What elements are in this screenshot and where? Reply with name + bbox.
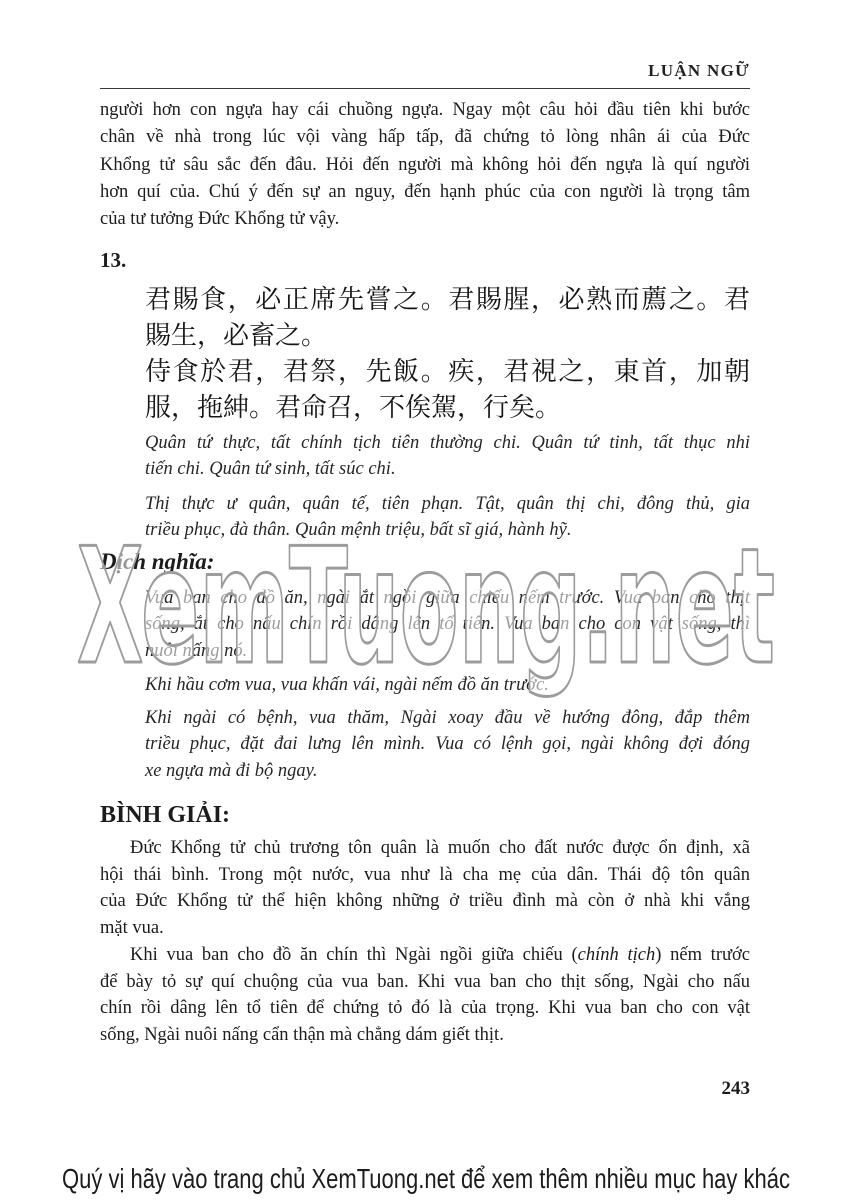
running-header-title: LUẬN NGỮ [648, 61, 750, 80]
page-number: 243 [721, 1078, 750, 1099]
text-line: chân về nhà trong lúc vội vàng hấp tấp, đã chứng tỏ lòng nhân ái của Đức [100, 127, 750, 148]
translation-line: Khi hầu cơm vua, vua khấn vái, ngài nếm đồ ăn trước. [145, 675, 549, 695]
commentary-line [100, 942, 750, 969]
commentary-line: của Đức Khổng tử thể hiện không những ở triều đình mà còn ở nhà khi vắng [100, 891, 750, 912]
translation-line: Vua ban cho đồ ăn, ngài ắt ngồi giữa chiếu nếm trước. Vua ban cho thịt [145, 588, 750, 608]
text-line: của tư tưởng Đức Khổng tử vậy. [100, 209, 340, 230]
text-line: Khổng tử sâu sắc đến đâu. Hỏi đến người mà không hỏi đến ngựa là quí người [100, 154, 750, 175]
commentary-line: mặt vua. [100, 918, 164, 939]
text-line: hơn quí của. Chú ý đến sự an nguy, đến hạnh phúc của con người là trọng tâm [100, 181, 750, 202]
commentary-line: hội thái bình. Trong một nước, vua như là cha mẹ của dân. Thái độ tôn quân [100, 864, 750, 885]
commentary-line: chín rồi dâng lên tổ tiên để chứng tỏ đó là của trọng. Khi vua ban cho con vật [100, 998, 750, 1019]
commentary-text: ) nếm trước [655, 945, 751, 965]
commentary-line: sống, Ngài nuôi nấng cẩn thận mà chẳng dám giết thịt. [100, 1025, 504, 1046]
transliteration-line: tiến chi. Quân tứ sinh, tất súc chi. [145, 459, 396, 480]
transliteration-line: triều phục, đà thân. Quân mệnh triệu, bất sĩ giá, hành hỹ. [145, 520, 572, 541]
chinese-text-line: 服，拖紳。君命召，不俟駕，行矣。 [145, 393, 562, 423]
chinese-text-line: 賜生，必畜之。 [145, 321, 328, 351]
commentary-paragraph-2 [100, 942, 750, 1049]
transliteration-line: Quân tứ thực, tất chính tịch tiên thường chi. Quân tứ tinh, tất thục nhi [145, 433, 750, 453]
commentary-line: Đức Khổng tử chủ trương tôn quân là muốn cho đất nước được ổn định, xã [130, 838, 750, 858]
translation-paragraph-1 [145, 585, 750, 664]
watermark-text: XemTuong.net [77, 513, 775, 700]
translation-line: nuôi nấng nó. [145, 640, 248, 661]
commentary-paragraph-1 [100, 835, 750, 942]
translation-heading: Dịch nghĩa: [100, 549, 215, 574]
translation-line: triều phục, đặt đai lưng lên mình. Vua có lệnh gọi, ngài không đợi đóng [145, 734, 750, 755]
intro-paragraph [100, 97, 750, 233]
commentary-heading: BÌNH GIẢI: [100, 802, 231, 828]
transliteration-paragraph-1 [145, 430, 750, 483]
footer-text: Quý vị hãy vào trang chủ XemTuong.net để xem thêm nhiều mục hay khác [62, 1163, 790, 1194]
translation-paragraph-2 [145, 672, 750, 698]
translation-line: xe ngựa mà đi bộ ngay. [145, 760, 318, 781]
section-number: 13. [100, 248, 127, 272]
commentary-text: Khi vua ban cho đồ ăn chín thì Ngài ngồi giữa chiếu ( [130, 945, 578, 965]
translation-line: Khi ngài có bệnh, vua thăm, Ngài xoay đầu về hướng đông, đắp thêm [145, 708, 750, 728]
commentary-line: để bày tỏ sự quí chuộng của vua ban. Khi vua ban cho thịt sống, Ngài cho nấu [100, 971, 750, 992]
transliteration-paragraph-2 [145, 491, 750, 544]
text-line: người hơn con ngựa hay cái chuồng ngựa. Ngay một câu hỏi đầu tiên khi bước [100, 100, 750, 120]
transliteration-line: Thị thực ư quân, quân tế, tiên phạn. Tật, quân thị chi, đông thủ, gia [145, 494, 750, 514]
original-chinese-paragraph-2 [145, 354, 750, 426]
chinese-text-line: 君賜食，必正席先嘗之。君賜腥，必熟而薦之。君 [145, 285, 750, 315]
footer-notice [0, 1150, 850, 1202]
translation-paragraph-3 [145, 705, 750, 784]
chinese-text-line: 侍食於君，君祭，先飯。疾，君視之，東首，加朝 [145, 357, 750, 387]
header-rule [100, 88, 750, 89]
original-chinese-paragraph-1 [145, 282, 750, 354]
translation-line: sống, ắt cho nấu chín rồi dâng lên tổ tiên. Vua ban cho con vật sống, thì [145, 614, 750, 635]
italic-term: chính tịch [577, 945, 656, 965]
